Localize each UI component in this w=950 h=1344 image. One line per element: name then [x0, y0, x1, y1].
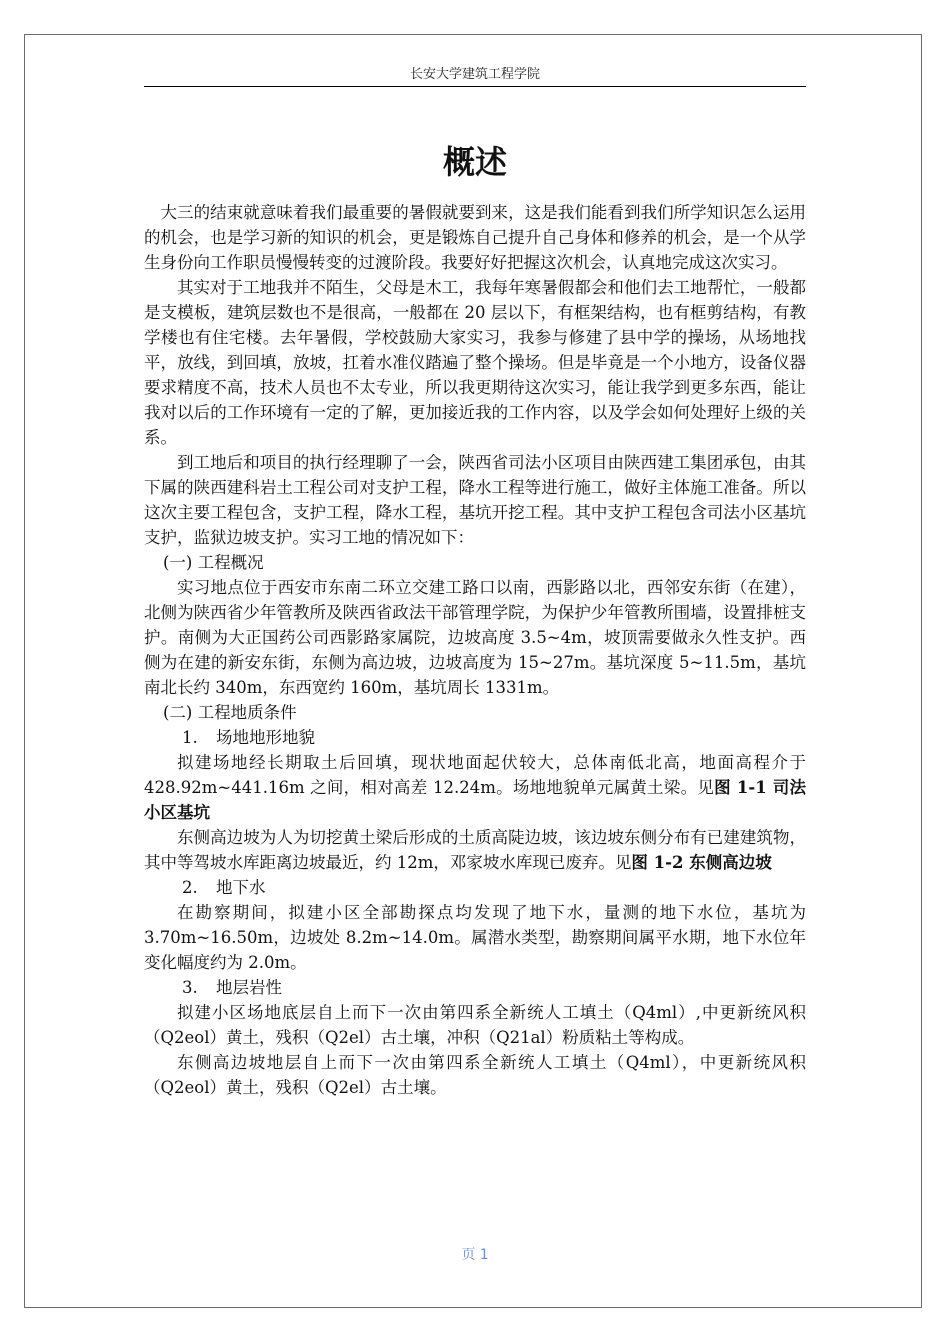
paragraph-strata-site: 拟建小区场地底层自上而下一次由第四系全新统人工填土（Q4ml）,中更新统风积（Q2eol）黄土，残积（Q2el）古土壤，冲积（Q21al）粉质粘土等构成。 [144, 1003, 806, 1047]
subheading-number: 2. [182, 878, 198, 897]
section-heading-geology: (二) 工程地质条件 [163, 703, 297, 722]
paragraph-text: 拟建场地经长期取土后回填，现状地面起伏较大，总体南低北高，地面高程介于 428.92m~441.16m 之间，相对高差 12.24m。场地地貌单元属黄土梁。见 [144, 753, 806, 797]
subheading-number: 3. [182, 978, 198, 997]
document-body [144, 140, 806, 1100]
paragraph-terrain [144, 750, 806, 825]
page-title: 概述 [442, 143, 507, 181]
subheading-groundwater [144, 875, 806, 900]
subheading-number: 1. [182, 728, 198, 747]
figure-reference: 图 1-1 司法小区基坑 [144, 778, 806, 822]
paragraph-overview: 实习地点位于西安市东南二环立交建工路口以南，西影路以北，西邻安东街（在建），北侧为陕西省少年管教所及陕西省政法干部管理学院，为保护少年管教所围墙，设置排桩支护。南侧为大正国药公司西影路家属院，边坡高度 3.5~4m，坡顶需要做永久性支护。西侧为在建的新安东街，东侧为高边坡，边坡高度为 15~27m。基坑深度 5~11.5m，基坑南北长约 340m，东西宽约 160m，基坑周长 1331m。 [144, 578, 806, 697]
subheading-label: 地下水 [216, 878, 266, 897]
paragraph-project: 到工地后和项目的执行经理聊了一会，陕西省司法小区项目由陕西建工集团承包，由其下属的陕西建科岩土工程公司对支护工程，降水工程等进行施工，做好主体施工准备。所以这次主要工程包含，支护工程，降水工程，基坑开挖工程。其中支护工程包含司法小区基坑支护，监狱边坡支护。实习工地的情况如下： [144, 453, 806, 547]
paragraph-east-slope [144, 825, 806, 875]
subheading-label: 场地地形地貌 [216, 728, 315, 747]
paragraph-groundwater: 在勘察期间，拟建小区全部勘探点均发现了地下水，量测的地下水位，基坑为 3.70m~16.50m，边坡处 8.2m~14.0m。属潜水类型，勘察期间属平水期，地下水位年变化幅度约为 2.0m。 [144, 903, 806, 972]
paragraph-text: 东侧高边坡为人为切挖黄土梁后形成的土质高陡边坡，该边坡东侧分布有已建建筑物，其中等驾坡水库距离边坡最近，约 12m，邓家坡水库现已废弃。见 [144, 828, 806, 872]
subheading-strata [144, 975, 806, 1000]
paragraph-background: 其实对于工地我并不陌生，父母是木工，我每年寒暑假都会和他们去工地帮忙，一般都是支模板，建筑层数也不是很高，一般都在 20 层以下，有框架结构，也有框剪结构，有教学楼也有住宅楼。去年暑假，学校鼓励大家实习，我参与修建了县中学的操场，从场地找平，放线，到回填，放坡，扛着水准仪踏遍了整个操场。但是毕竟是一个小地方，设备仪器要求精度不高，技术人员也不太专业，所以我更期待这次实习，能让我学到更多东西，能让我对以后的工作环境有一定的了解，更加接近我的工作内容，以及学会如何处理好上级的关系。 [144, 278, 806, 447]
figure-reference: 图 1-2 东侧高边坡 [631, 853, 772, 872]
subheading-terrain [144, 725, 806, 750]
page-number: 页 1 [461, 1247, 489, 1263]
page-header: 长安大学建筑工程学院 [144, 64, 806, 87]
paragraph-strata-slope: 东侧高边坡地层自上而下一次由第四系全新统人工填土（Q4ml），中更新统风积（Q2eol）黄土，残积（Q2el）古土壤。 [144, 1053, 806, 1097]
section-heading-overview: (一) 工程概况 [163, 553, 264, 572]
paragraph-intro: 大三的结束就意味着我们最重要的暑假就要到来，这是我们能看到我们所学知识怎么运用的机会，也是学习新的知识的机会，更是锻炼自己提升自己身体和修养的机会，是一个从学生身份向工作职员慢慢转变的过渡阶段。我要好好把握这次机会，认真地完成这次实习。 [144, 203, 806, 272]
subheading-label: 地层岩性 [216, 978, 282, 997]
